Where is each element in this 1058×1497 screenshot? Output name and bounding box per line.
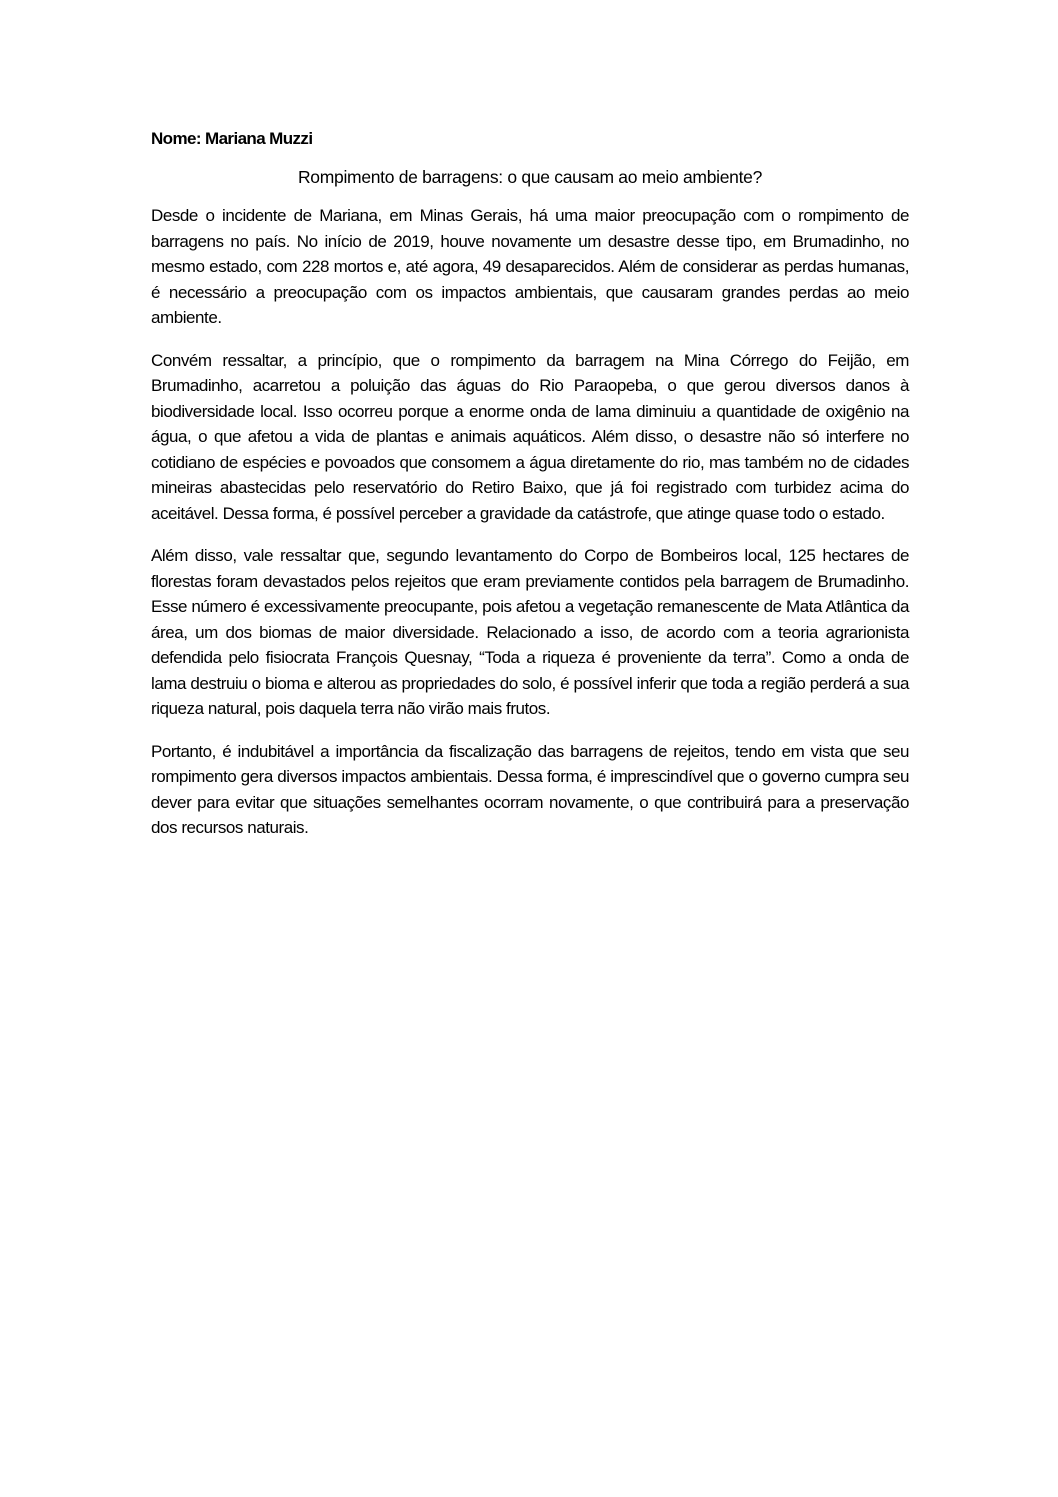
paragraph-4: Portanto, é indubitável a importância da fiscalização das barragens de rejeitos, tendo em vista que seu rompimento gera diversos impactos ambientais. Dessa forma, é imprescindível que o governo cumpra seu dever para evitar que situações semelhantes ocorram novamente, o que contribuirá para a preservação dos recursos naturais. [151,741,909,837]
paragraph-3: Além disso, vale ressaltar que, segundo levantamento do Corpo de Bombeiros local, 125 hectares de florestas foram devastados pelos rejeitos que eram previamente contidos pela barragem de Brumadinho. Esse número é excessivamente preocupante, pois afetou a vegetação remanescente de Mata Atlântica da área, um dos biomas de maior diversidade. Relacionado a isso, de acordo com a teoria agrarionista defendida pelo fisiocrata François Quesnay, “Toda a riqueza é proveniente da terra”. Como a onda de lama destruiu o bioma e alterou as propriedades do solo, é possível inferir que toda a região perderá a sua riqueza natural, pois daquela terra não virão mais frutos. [151,546,909,718]
document-body [151,126,909,858]
paragraph-1: Desde o incidente de Mariana, em Minas Gerais, há uma maior preocupação com o rompimento de barragens no país. No início de 2019, houve novamente um desastre desse tipo, em Brumadinho, no mesmo estado, com 228 mortos e, até agora, 49 desaparecidos. Além de considerar as perdas humanas, é necessário a preocupação com os impactos ambientais, que causaram grandes perdas ao meio ambiente. [151,206,909,327]
paragraph-2: Convém ressaltar, a princípio, que o rompimento da barragem na Mina Córrego do Feijão, em Brumadinho, acarretou a poluição das águas do Rio Paraopeba, o que gerou diversos danos à biodiversidade local. Isso ocorreu porque a enorme onda de lama diminuiu a quantidade de oxigênio na água, o que afetou a vida de plantas e animais aquáticos. Além disso, o desastre não só interfere no cotidiano de espécies e povoados que consomem a água diretamente do rio, mas também no de cidades mineiras abastecidas pelo reservatório do Retiro Baixo, que já foi registrado com turbidez acima do aceitável. Dessa forma, é possível perceber a gravidade da catástrofe, que atinge quase todo o estado. [151,350,909,523]
author-name: Nome: Mariana Muzzi [151,129,313,148]
essay-title: Rompimento de barragens: o que causam ao meio ambiente? [297,167,763,187]
